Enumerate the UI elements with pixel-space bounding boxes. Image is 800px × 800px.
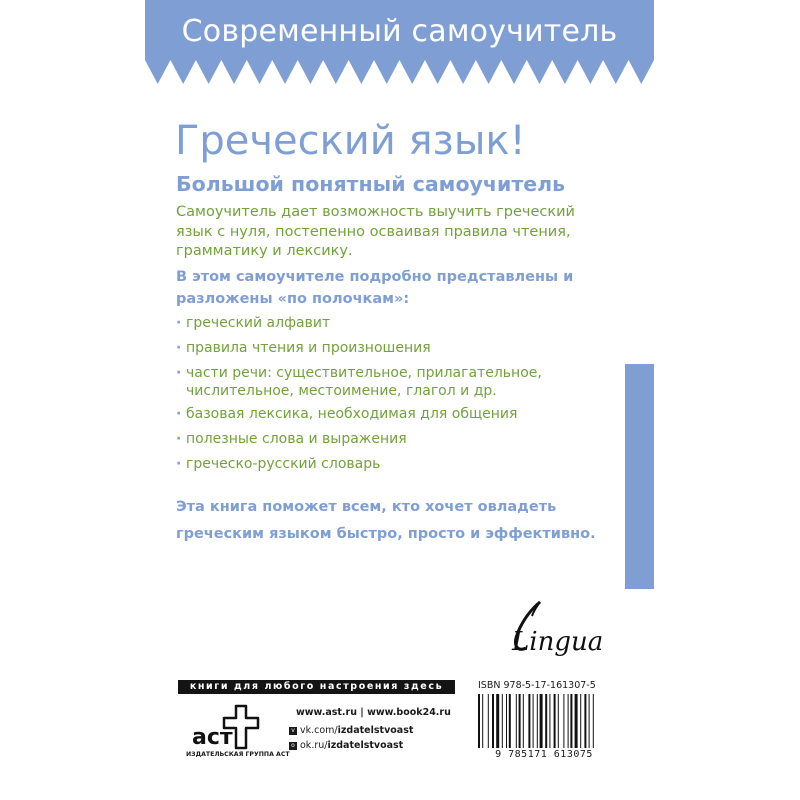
list-item: · греческо-русский словарь (176, 456, 381, 472)
bullet-dot-icon: · (176, 406, 182, 422)
vk-icon: v (289, 727, 297, 735)
list-item: · греческий алфавит (176, 315, 331, 331)
vk-link: v vk.com/izdatelstvoast (289, 725, 413, 736)
publisher-tagline: книги для любого настроения здесь (178, 680, 455, 694)
book-subtitle: Большой понятный самоучитель (176, 172, 566, 196)
ok-link: o ok.ru/izdatelstvoast (289, 740, 403, 751)
svg-text:Lingua: Lingua (512, 627, 604, 657)
side-stripe (625, 364, 654, 589)
closing-statement: Эта книга поможет всем, кто хочет овладеть греческим языком быстро, просто и эффективно. (176, 499, 596, 542)
intro-paragraph: Самоучитель дает возможность выучить греческий язык с нуля, постепенно осваивая правила чтения, грамматику и лексику. (176, 204, 575, 259)
bullet-dot-icon: · (176, 365, 182, 381)
book-title: Греческий язык! (175, 118, 526, 164)
bullet-dot-icon: · (176, 456, 182, 472)
list-item: · базовая лексика, необходимая для общения (176, 406, 518, 422)
bullet-dot-icon: · (176, 315, 182, 331)
series-title: Современный самоучитель (181, 14, 618, 49)
bullet-dot-icon: · (176, 431, 182, 447)
list-item: · правила чтения и произношения (176, 340, 431, 356)
svg-text:аст: аст (192, 725, 233, 750)
barcode-image (474, 694, 614, 752)
list-item: · полезные слова и выражения (176, 431, 407, 447)
series-banner (145, 0, 654, 84)
list-item: · части речи: существительное, прилагательное, числительное, местоимение, глагол и др. (176, 365, 542, 399)
ok-icon: o (289, 742, 297, 750)
contents-lead: В этом самоучителе подробно представлены и разложены «по полочкам»: (176, 269, 574, 307)
bullet-dot-icon: · (176, 340, 182, 356)
isbn-label: ISBN 978-5-17-161307-5 (478, 680, 596, 691)
publisher-name: ИЗДАТЕЛЬСКАЯ ГРУППА АСТ (186, 751, 290, 758)
barcode-number: 9 785171 613075 (495, 749, 593, 760)
websites: www.ast.ru | www.book24.ru (296, 707, 451, 718)
lingua-series-logo (496, 598, 606, 662)
